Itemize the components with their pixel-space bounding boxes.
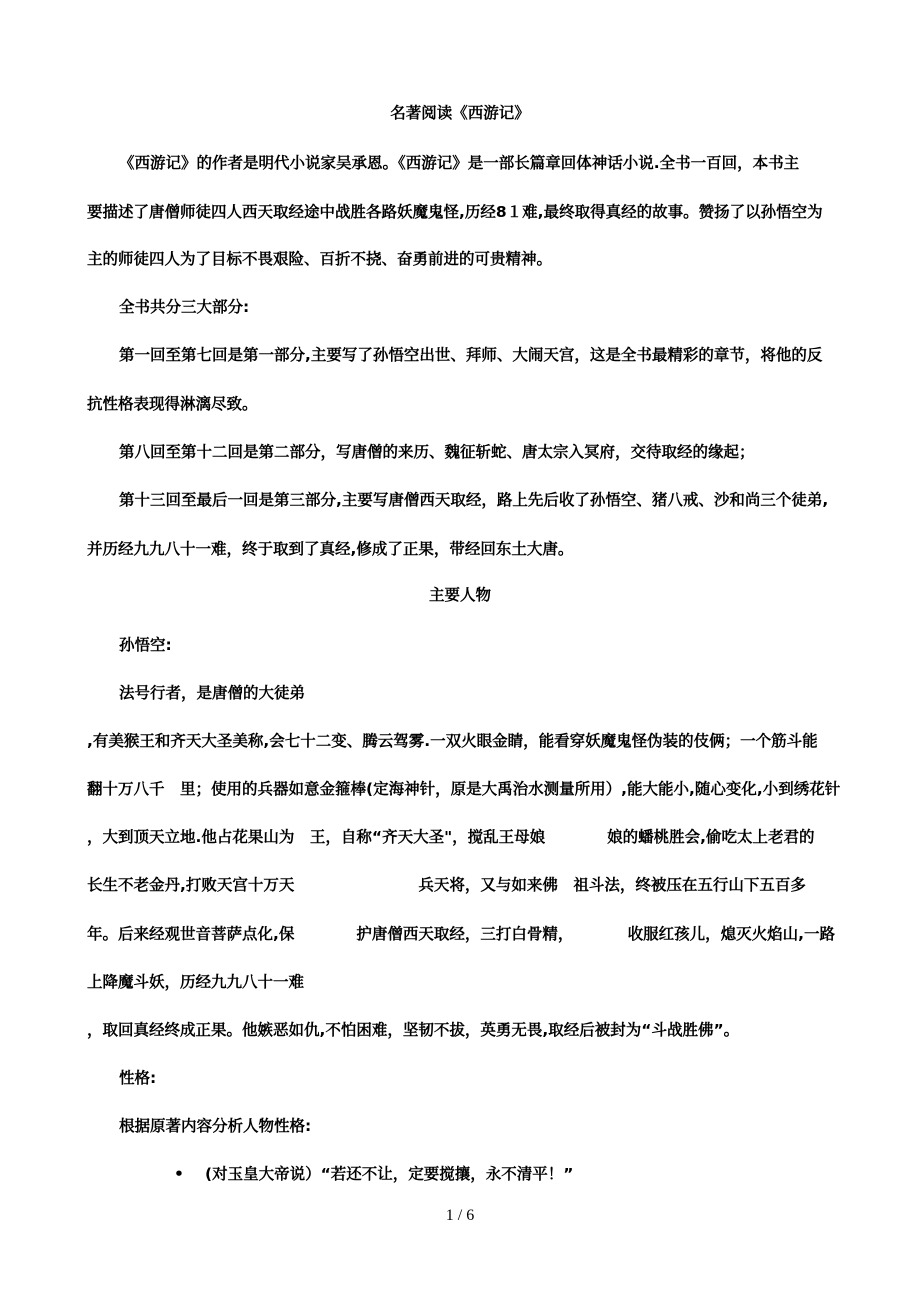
part1-line-2: 抗性格表现得淋漓尽致。 xyxy=(87,395,258,413)
part3-line-1: 第十三回至最后一回是第三部分,主要写唐僧西天取经，路上先后收了孙悟空、猪八戒、沙和尚三个徒弟, xyxy=(119,491,829,509)
intro-line-1: 《西游记》的作者是明代小说家吴承恩。《西游记》是一部长篇章回体神话小说.全书一百回，本书主 xyxy=(119,154,800,172)
personality-label: 性格: xyxy=(119,1069,157,1087)
bullet-marker: • xyxy=(174,1165,184,1183)
desc-line-4: 长生不老金丹,打败天宫十万天 兵天将，又与如来佛 祖斗法，终被压在五行山下五百多 xyxy=(87,876,806,894)
document-title: 名著阅读《西游记》 xyxy=(390,104,530,122)
intro-line-2: 要描述了唐僧师徒四人西天取经途中战胜各路妖魔鬼怪,历经8１难,最终取得真经的故事。赞扬了以孙悟空为 xyxy=(87,203,823,221)
desc-line-6: 上降魔斗妖，历经九九八十一难 xyxy=(87,973,305,991)
dharma-name-line: 法号行者，是唐僧的大徒弟 xyxy=(119,684,306,702)
intro-line-3: 主的师徒四人为了目标不畏艰险、百折不挠、奋勇前进的可贵精神。 xyxy=(87,250,553,268)
desc-line-5: 年。后来经观世音菩萨点化,保 护唐僧西天取经，三打白骨精， 收服红孩儿，熄灭火焰山,一路 xyxy=(87,925,836,943)
part2-line: 第八回至第十二回是第二部分，写唐僧的来历、魏征斩蛇、唐太宗入冥府，交待取经的缘起； xyxy=(119,443,755,461)
part1-line-1: 第一回至第七回是第一部分,主要写了孙悟空出世、拜师、大闹天宫，这是全书最精彩的章节，将他的反 xyxy=(119,346,823,364)
parts-heading: 全书共分三大部分: xyxy=(119,298,250,316)
bullet-quote: (对玉皇大帝说）“若还不让，定要搅攘，永不清平！” xyxy=(205,1165,574,1183)
desc-line-2: 翻十万八千 里；使用的兵器如意金箍棒(定海神针，原是大禹治水测量所用）,能大能小,随心变化,小到绣花针 xyxy=(87,780,841,798)
desc-line-3: ，大到顶天立地.他占花果山为 王，自称“齐天大圣"，搅乱王母娘 娘的蟠桃胜会,偷吃太上老君的 xyxy=(87,828,815,846)
part3-line-2: 并历经九九八十一难，终于取到了真经,修成了正果，带经回东土大唐。 xyxy=(87,540,574,558)
sun-wukong-label: 孙悟空: xyxy=(119,636,172,654)
characters-heading: 主要人物 xyxy=(428,586,491,604)
page-number: 1 / 6 xyxy=(445,1207,475,1224)
desc-line-1: ,有美猴王和齐天大圣美称,会七十二变、腾云驾雾.一双火眼金睛，能看穿妖魔鬼怪伪装的伎俩；一个筋斗能 xyxy=(87,732,818,750)
analysis-label: 根据原著内容分析人物性格: xyxy=(119,1117,312,1135)
desc-line-7: ，取回真经终成正果。他嫉恶如仇,不怕困难，坚韧不拔，英勇无畏,取经后被封为“斗战胜佛”。 xyxy=(87,1021,740,1039)
